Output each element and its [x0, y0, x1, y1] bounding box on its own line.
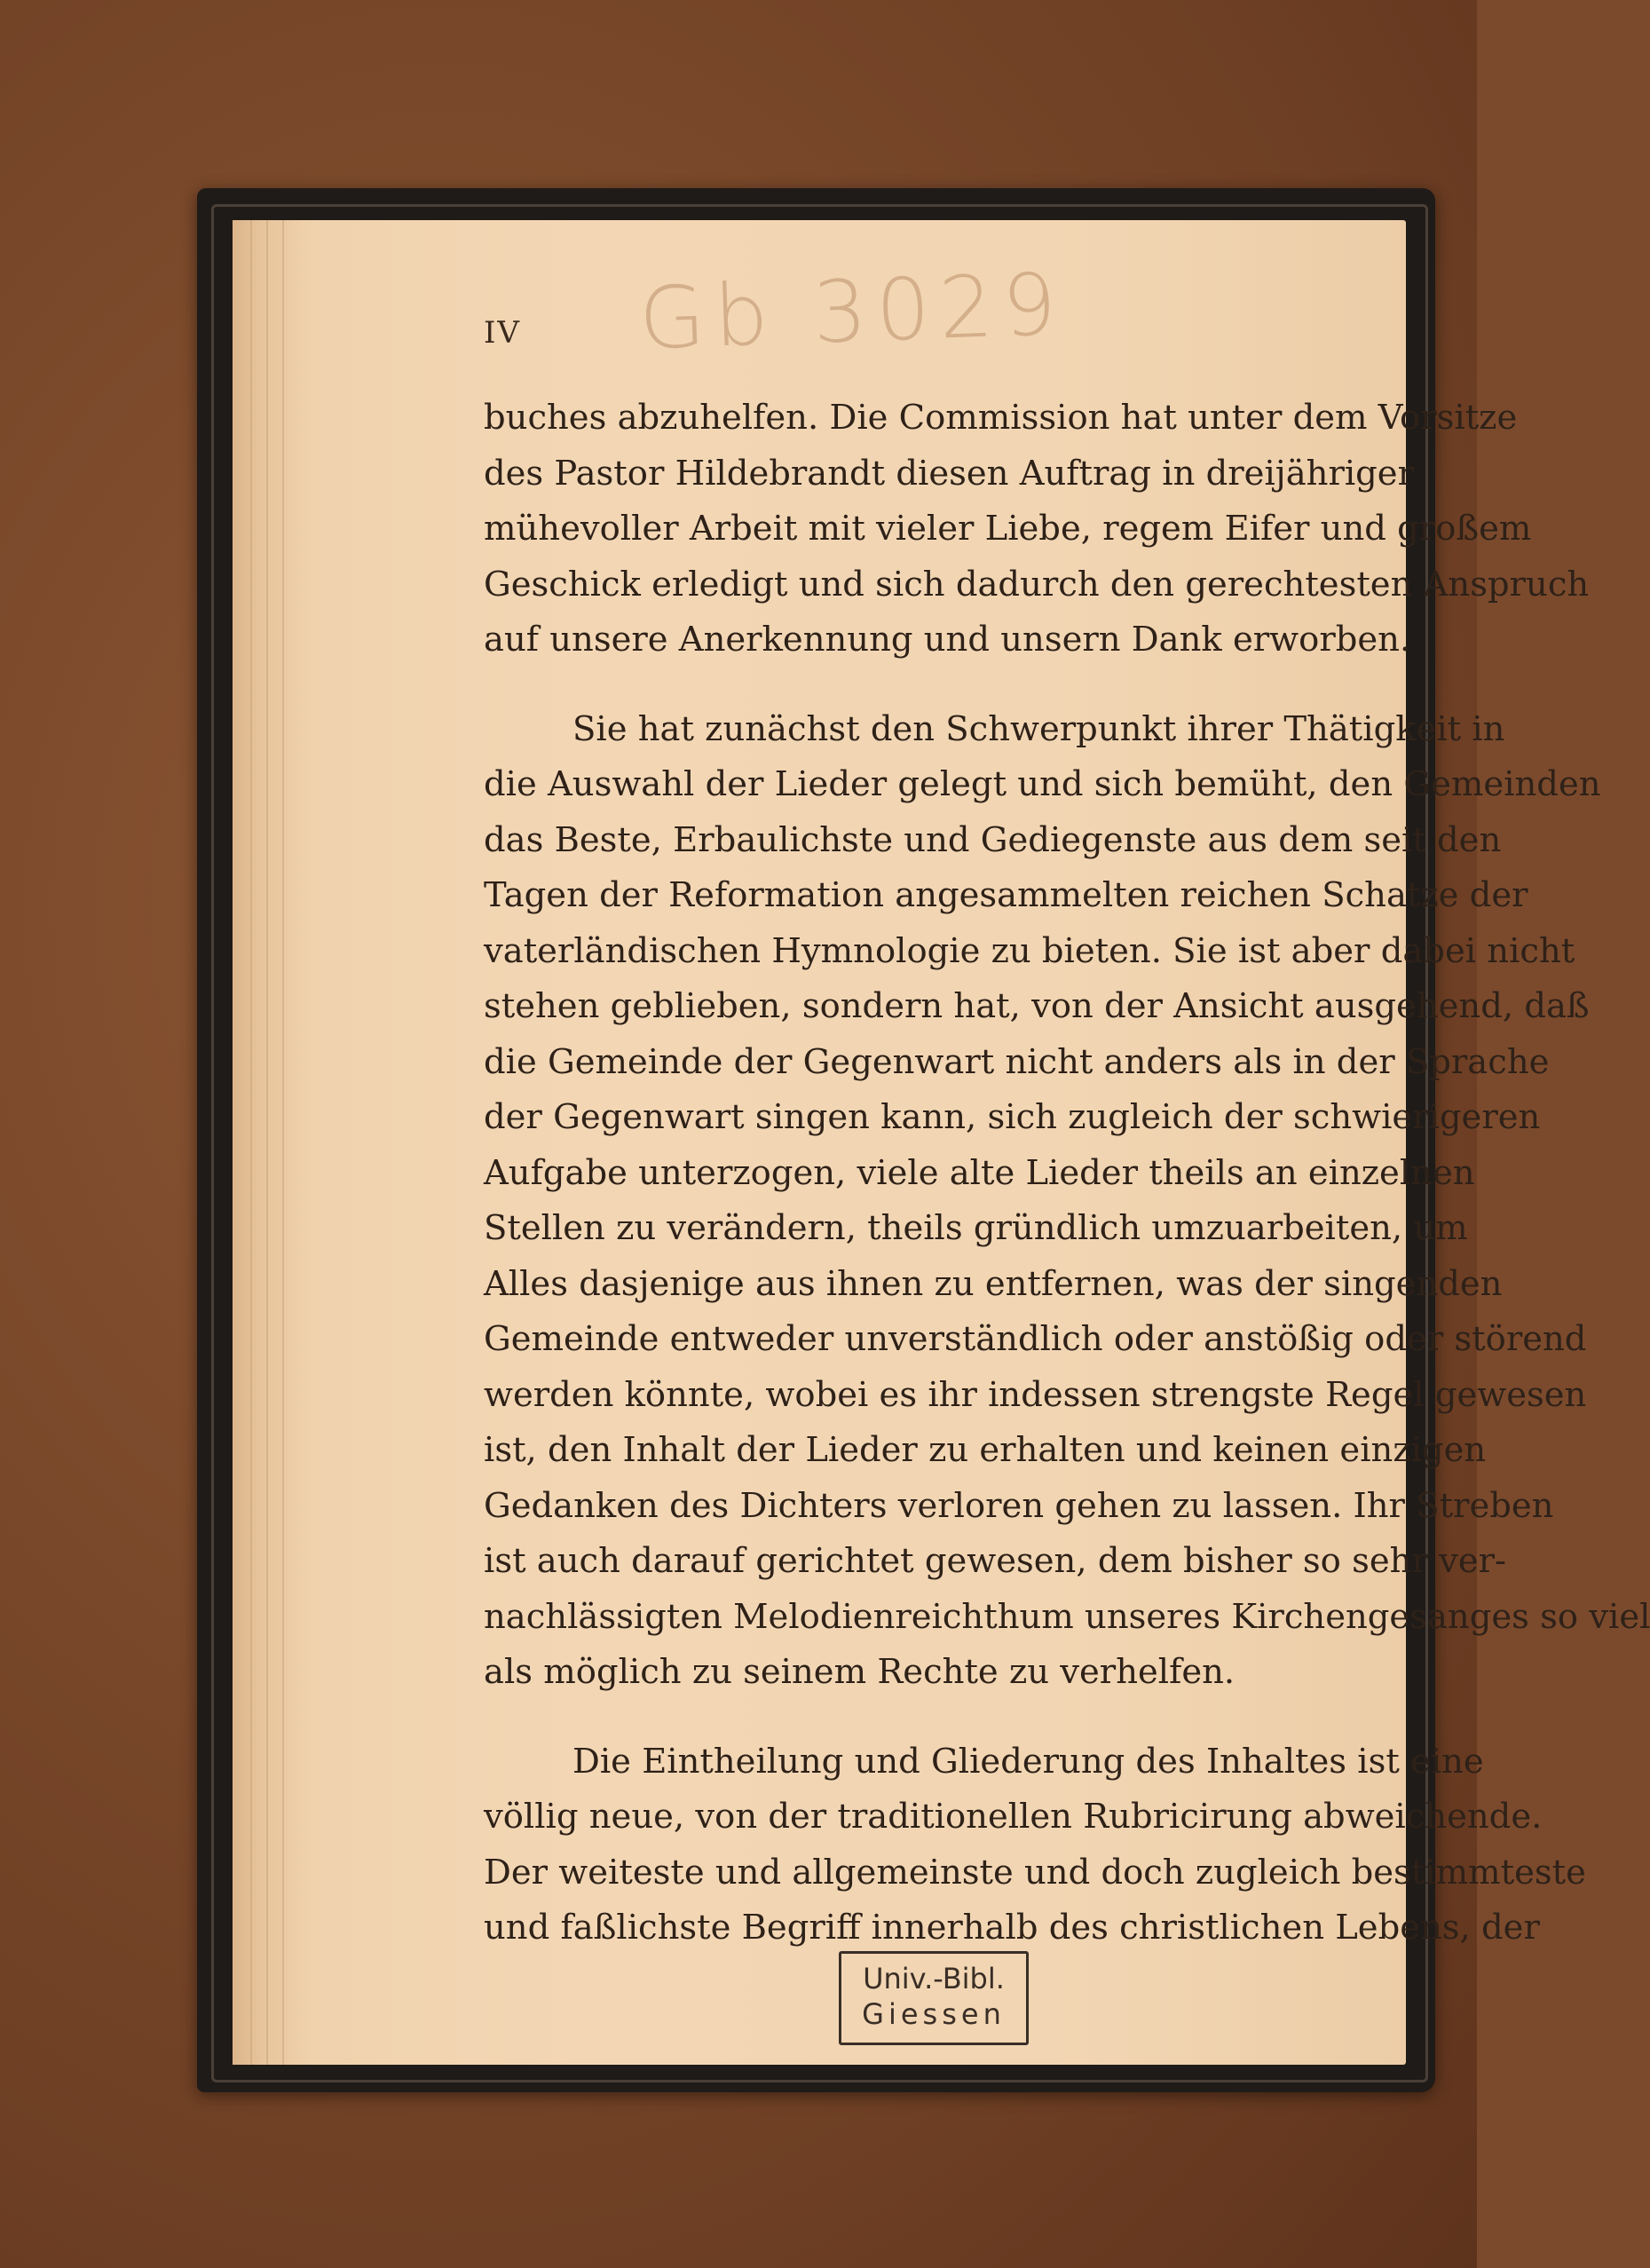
- paragraph-break: [484, 1701, 1402, 1735]
- stamp-line-1: Univ.-Bibl.: [863, 1962, 1005, 1995]
- text-line: völlig neue, von der traditionellen Rubricirung abweichende.: [484, 1797, 1543, 1837]
- page-number: IV: [484, 315, 521, 351]
- text-line: die Auswahl der Lieder gelegt und sich bemüht, den Gemeinden: [484, 764, 1601, 804]
- text-line: ist, den Inhalt der Lieder zu erhalten und keinen einzigen: [484, 1430, 1487, 1470]
- body-text: [484, 391, 1650, 1956]
- text-line: nachlässigten Melodienreichthum unseres Kirchengesanges so viel: [484, 1596, 1650, 1637]
- leaf-edge-line: [250, 220, 252, 2065]
- text-line: Der weiteste und allgemeinste und doch zugleich bestimmteste: [484, 1852, 1586, 1893]
- text-line: auf unsere Anerkennung und unsern Dank erworben.: [484, 620, 1411, 660]
- text-line: vaterländischen Hymnologie zu bieten. Sie ist aber dabei nicht: [484, 930, 1575, 971]
- text-line: Gemeinde entweder unverständlich oder anstößig oder störend: [484, 1319, 1587, 1359]
- page-leaves-gutter: [233, 220, 312, 2065]
- text-line: Sie hat zunächst den Schwerpunkt ihrer Thätigkeit in: [572, 708, 1505, 749]
- text-line: des Pastor Hildebrandt diesen Auftrag in dreijähriger: [484, 453, 1414, 494]
- text-line: Tagen der Reformation angesammelten reichen Schatze der: [484, 875, 1528, 915]
- stamp-line-2: Giessen: [862, 1997, 1006, 2031]
- handwritten-shelfmark: Gb 3029: [637, 254, 1067, 369]
- text-line: Die Eintheilung und Gliederung des Inhaltes ist eine: [572, 1741, 1484, 1782]
- text-line: Aufgabe unterzogen, viele alte Lieder theils an einzelnen: [484, 1152, 1475, 1193]
- text-line: als möglich zu seinem Rechte zu verhelfen.: [484, 1652, 1236, 1692]
- text-line: Gedanken des Dichters verloren gehen zu lassen. Ihr Streben: [484, 1485, 1554, 1526]
- text-line: Stellen zu verändern, theils gründlich umzuarbeiten, um: [484, 1208, 1468, 1248]
- text-line: Alles dasjenige aus ihnen zu entfernen, was der singenden: [484, 1263, 1503, 1304]
- text-line: die Gemeinde der Gegenwart nicht anders als in der Sprache: [484, 1041, 1550, 1082]
- text-line: Geschick erledigt und sich dadurch den gerechtesten Anspruch: [484, 564, 1590, 605]
- text-line: der Gegenwart singen kann, sich zugleich der schwierigeren: [484, 1097, 1541, 1137]
- library-stamp: [839, 1951, 1029, 2045]
- text-line: ist auch darauf gerichtet gewesen, dem bisher so sehr ver-: [484, 1541, 1507, 1581]
- text-line: buches abzuhelfen. Die Commission hat unter dem Vorsitze: [484, 398, 1518, 438]
- leaf-edge-line: [266, 220, 268, 2065]
- text-line: werden könnte, wobei es ihr indessen strengste Regel gewesen: [484, 1374, 1587, 1415]
- text-line: mühevoller Arbeit mit vieler Liebe, regem Eifer und großem: [484, 509, 1532, 549]
- text-line: das Beste, Erbaulichste und Gediegenste aus dem seit den: [484, 819, 1502, 860]
- text-line: und faßlichste Begriff innerhalb des christlichen Lebens, der: [484, 1908, 1540, 1948]
- paragraph-break: [484, 668, 1402, 702]
- text-line: stehen geblieben, sondern hat, von der Ansicht ausgehend, daß: [484, 986, 1590, 1026]
- leaf-edge-line: [282, 220, 284, 2065]
